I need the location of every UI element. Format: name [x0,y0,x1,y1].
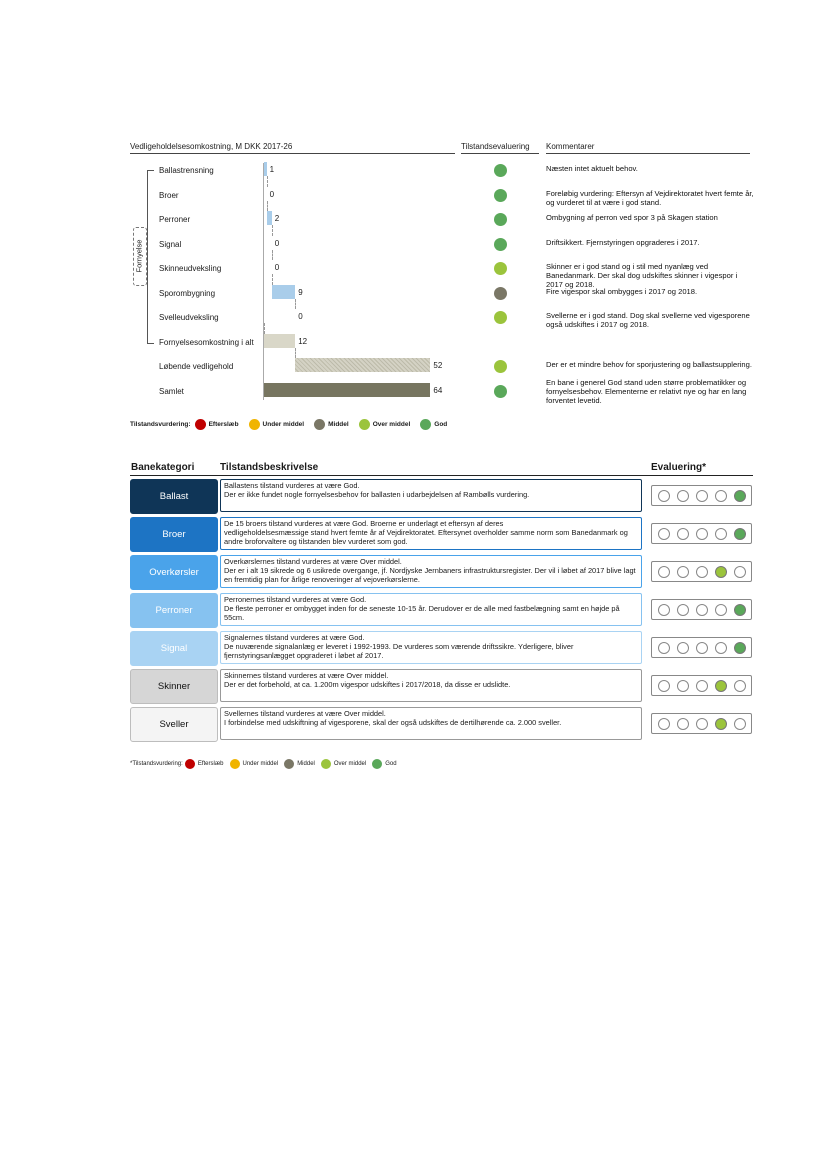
evaluation-scale [651,561,752,582]
comment-text: Fire vigespor skal ombygges i 2017 og 2018. [546,286,698,296]
description-line-2: Der er ikke fundet nogle fornyelsesbehov for ballasten i udarbejdelsen af Rambølls vurdering. [224,490,530,499]
comment-text: Ombygning af perron ved spor 3 på Skagen station [546,213,718,222]
evaluation-dot-filled [715,680,727,692]
table-legend-under-middel-dot [230,759,240,769]
evaluation-dot-empty [677,566,689,578]
evaluation-dot-empty [696,604,708,616]
description-line-2: De fleste perroner er ombygget inden for de seneste 10-15 år. Derudover er de alle med fastbelægning samt en højde på 55cm. [224,604,620,622]
evaluation-dot-filled [715,566,727,578]
description-box [220,669,642,702]
table-header-rule [130,475,753,476]
evaluation-scale [651,637,752,658]
rating-dot [494,360,507,373]
evaluation-dot-empty [696,566,708,578]
description-line-1: Skinnernes tilstand vurderes at være Over middel. [224,671,389,680]
table-legend-over-middel-dot [321,759,331,769]
evaluation-dot-empty [677,680,689,692]
evaluation-dot-empty [677,718,689,730]
category-tile: Overkørsler [130,555,218,590]
description-line-1: Svellernes tilstand vurderes at være Over middel. [224,709,386,718]
description-line-2: vedligeholdelsesmæssige stand hvert femte år af Vejdirektoratet. Eftersynet overholder samme norm som Banedanmark og andre broforvaltere og tilstanden blev vurderet som god. [224,528,628,546]
chart-value-label: 1 [269,165,275,174]
description-line-2: Der er i alt 19 sikrede og 6 usikrede overgange, jf. Nordjyske Jernbaners infrastruktursregister. Der vil i løbet af 2017 blive lagt en fremtidig plan for årlige renoveringer af vejoverkørslerne. [224,566,636,584]
legend-god-dot [420,419,431,430]
table-legend-god-dot [372,759,382,769]
chart-category-label: Perroner [159,215,191,224]
table-header-evaluation: Evaluering* [651,462,707,473]
evaluation-dot-empty [734,680,746,692]
evaluation-dot-filled [734,604,746,616]
table-header-description: Tilstandsbeskrivelse [220,462,319,473]
category-tile: Skinner [130,669,218,704]
chart-category-label: Ballastrensning [159,166,214,175]
chart-category-label: Signal [159,239,182,249]
rating-dot [494,385,507,398]
evaluation-dot-empty [677,528,689,540]
chart-bar [295,358,430,372]
legend-efterslaeb-dot [195,419,206,430]
description-line-1: Perronernes tilstand vurderes at være God. [224,595,367,604]
evaluation-dot-empty [696,642,708,654]
evaluation-dot-empty [658,642,670,654]
category-tile: Broer [130,517,218,552]
table-header-category: Banekategori [131,462,195,473]
chart-bar [267,211,272,225]
evaluation-header: Tilstandsevaluering [461,142,530,151]
rating-dot [494,213,507,226]
chart-axis [263,163,264,400]
category-tile: Perroner [130,593,218,628]
comment-text: Svellerne er i god stand. Dog skal svellerne ved vigesporene også udskiftes i 2017 og 2018. [546,311,750,329]
evaluation-dot-empty [715,528,727,540]
chart-connector [272,250,273,261]
chart-connector [264,323,265,334]
fornyelse-bracket [147,170,154,344]
description-line-1: Overkørslernes tilstand vurderes at være Over middel. [224,557,402,566]
chart-category-label: Samlet [159,386,184,396]
chart-value-label: 64 [433,385,443,395]
description-line-1: De 15 broers tilstand vurderes at være God. Broerne er underlagt et eftersyn af deres [224,519,504,528]
description-line-2: Der er det forbehold, at ca. 1.200m vigespor udskiftes i 2017/2018, da disse er udslidte. [224,680,511,689]
description-line-2: De nuværende signalanlæg er leveret i 1992-1993. De vurderes som værende driftssikre. Yderligere, bliver fjernstyringsanlægget opgraderet i løbet af 2017. [224,642,574,660]
evaluation-dot-filled [734,490,746,502]
chart-value-label: 52 [433,361,443,370]
chart-category-label: Skinneudveksling [159,264,222,273]
header-rule-mid [461,153,539,154]
chart-connector [272,225,273,236]
description-line-2: I forbindelse med udskiftning af vigesporene, skal der også udskiftes de dertilhørende ca. 2.000 sveller. [224,718,562,727]
chart-bar [264,334,295,348]
category-tile: Signal [130,631,218,666]
chart-bar [264,162,267,176]
rating-dot [494,189,507,202]
legend-over-middel-dot [359,419,370,430]
comment-text: Der er et mindre behov for sporjustering og ballastsupplering. [546,360,752,369]
legend-title: Tilstandsvurdering: [130,421,191,428]
evaluation-dot-empty [677,604,689,616]
chart-category-label: Svelleudveksling [159,313,219,322]
chart-value-label: 2 [274,214,280,223]
evaluation-dot-filled [715,718,727,730]
comment-text: En bane i generel God stand uden større problematikker og fornyelsesbehov. Elementerne er relativt nye og har en lang forventet levetid. [546,377,747,405]
evaluation-dot-empty [658,490,670,502]
chart-connector [295,348,296,359]
evaluation-scale [651,713,752,734]
chart-category-label: Fornyelsesomkostning i alt [159,337,254,347]
table-legend-under-middel: Under middel [242,761,279,767]
evaluation-scale [651,523,752,544]
rating-dot [494,311,507,324]
description-line-1: Ballastens tilstand vurderes at være God. [224,481,360,490]
comments-header: Kommentarer [546,142,595,151]
table-legend-middel-dot [284,759,294,769]
rating-dot [494,287,507,300]
chart-connector [272,274,273,285]
table-legend-title: *Tilstandsvurdering: [130,761,183,767]
header-rule-right [546,153,750,154]
legend-under-middel-dot [249,419,260,430]
chart-title: Vedligeholdelsesomkostning, M DKK 2017-26 [130,142,293,151]
legend-over-middel: Over middel [372,421,411,428]
evaluation-dot-filled [734,528,746,540]
table-legend-efterslaeb-dot [185,759,195,769]
evaluation-dot-empty [715,604,727,616]
comment-text: Næsten intet aktuelt behov. [546,164,638,173]
chart-category-label: Løbende vedligehold [159,362,234,371]
category-tile: Ballast [130,479,218,514]
table-legend-god: God [385,761,397,767]
description-box [220,555,642,588]
description-box [220,479,642,512]
category-tile: Sveller [130,707,218,742]
rating-dot [494,262,507,275]
comment-text: Driftsikkert. Fjernstyringen opgraderes i 2017. [546,237,700,247]
table-legend-over-middel: Over middel [333,761,367,767]
evaluation-dot-empty [658,566,670,578]
chart-category-label: Sporombygning [159,288,216,298]
description-line-1: Signalernes tilstand vurderes at være God. [224,633,365,642]
legend-god: God [434,421,448,428]
comment-text: Foreløbig vurdering: Eftersyn af Vejdirektoratet hvert femte år, og vurderet til at være i god stand. [546,188,754,207]
description-box [220,631,642,664]
chart-legend [130,419,453,430]
comment-text: Skinner er i god stand og i stil med nyanlæg ved Banedanmark. Der skal dog udskiftes skinner i vigespor i 2017 og 2018. [546,262,738,289]
legend-middel: Middel [328,421,349,428]
evaluation-dot-empty [677,642,689,654]
evaluation-dot-empty [658,528,670,540]
chart-value-label: 0 [274,238,280,248]
evaluation-dot-empty [677,490,689,502]
chart-bar [264,383,430,397]
evaluation-dot-filled [734,642,746,654]
chart-bar [272,285,295,299]
header-rule-left [130,153,455,154]
chart-category-label: Broer [159,190,179,200]
description-box [220,593,642,626]
evaluation-dot-empty [658,604,670,616]
table-legend [130,759,403,769]
evaluation-dot-empty [658,718,670,730]
rating-dot [494,164,507,177]
evaluation-dot-empty [696,490,708,502]
chart-connector [295,299,296,310]
legend-middel-dot [314,419,325,430]
evaluation-dot-empty [715,490,727,502]
evaluation-dot-empty [696,718,708,730]
table-legend-middel: Middel [297,761,315,767]
chart-value-label: 0 [298,312,303,321]
rating-dot [494,238,507,251]
evaluation-dot-empty [734,718,746,730]
chart-value-label: 9 [298,287,303,297]
evaluation-dot-empty [696,680,708,692]
description-box [220,517,642,550]
evaluation-scale [651,485,752,506]
description-box [220,707,642,740]
chart-connector [267,176,268,187]
fornyelse-label: Fornyelse [134,239,144,273]
evaluation-scale [651,599,752,620]
legend-under-middel: Under middel [262,421,305,428]
chart-value-label: 0 [274,263,280,272]
evaluation-dot-empty [658,680,670,692]
evaluation-dot-empty [734,566,746,578]
chart-connector [267,201,268,212]
evaluation-dot-empty [696,528,708,540]
legend-efterslaeb: Efterslæb [208,421,239,428]
chart-value-label: 0 [269,189,275,199]
chart-value-label: 12 [298,336,308,346]
table-legend-efterslaeb: Efterslæb [197,761,224,767]
evaluation-scale [651,675,752,696]
evaluation-dot-empty [715,642,727,654]
